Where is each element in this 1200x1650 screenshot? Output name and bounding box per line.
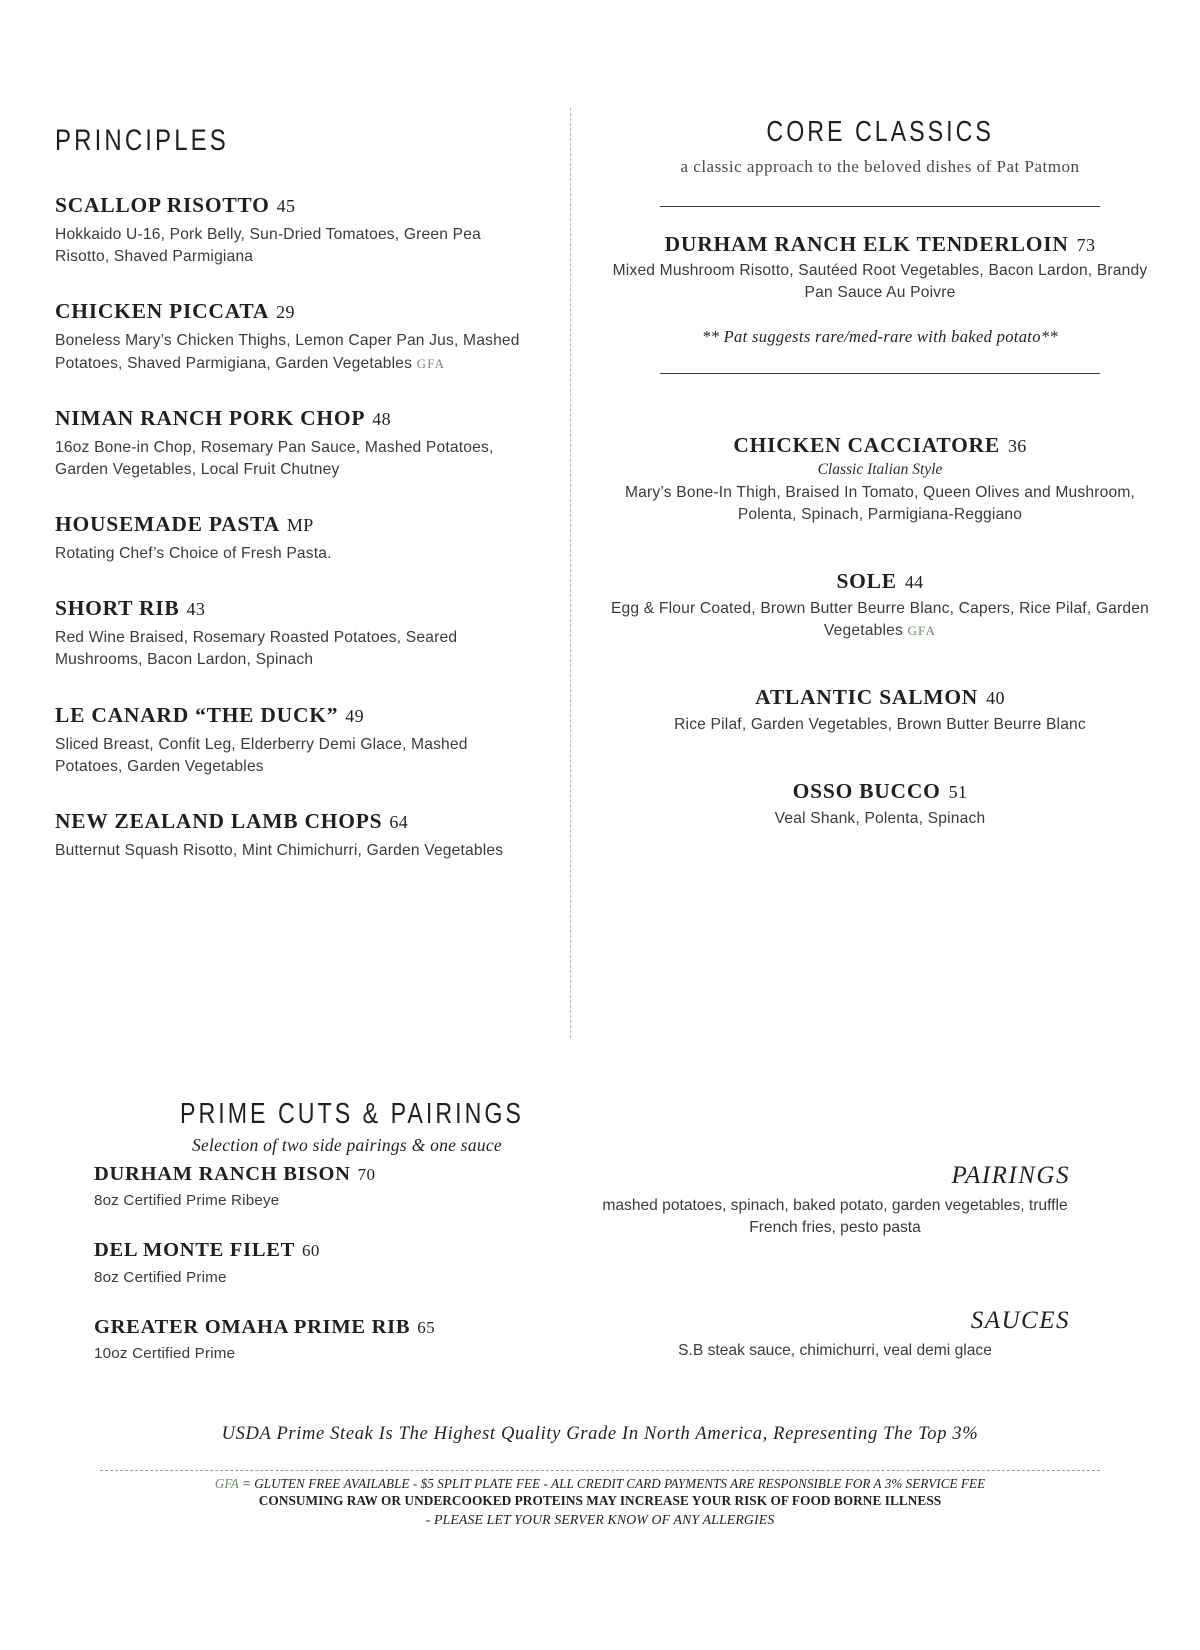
- item-name: NIMAN RANCH PORK CHOP: [55, 405, 366, 430]
- item-price: 65: [417, 1317, 435, 1337]
- column-divider: [570, 108, 571, 1038]
- item-description-text: Veal Shank, Polenta, Spinach: [774, 809, 986, 827]
- item-name-line: [94, 1316, 534, 1338]
- item-description-text: Sliced Breast, Confit Leg, Elderberry Demi Glace, Mashed Potatoes, Garden Vegetables: [55, 735, 468, 775]
- item-name: CHICKEN CACCIATORE: [733, 432, 1000, 457]
- item-price: 44: [904, 572, 924, 593]
- item-name-line: [600, 686, 1160, 710]
- item-name: HOUSEMADE PASTA: [55, 512, 280, 537]
- item-name: LE CANARD “THE DUCK”: [55, 702, 339, 727]
- principles-section: [55, 106, 535, 894]
- menu-item: [55, 704, 535, 778]
- disclaimer-line-1: [30, 1476, 1170, 1492]
- gfa-legend: GFA: [214, 1476, 239, 1491]
- item-description-text: Rice Pilaf, Garden Vegetables, Brown Butter Beurre Blanc: [674, 716, 1086, 734]
- item-price: 40: [986, 688, 1005, 709]
- item-description-text: Mixed Mushroom Risotto, Sautéed Root Vegetables, Bacon Lardon, Brandy Pan Sauce Au Poivre: [612, 262, 1148, 302]
- item-description: [55, 543, 535, 565]
- pairings-body: mashed potatoes, spinach, baked potato, garden vegetables, truffle French fries, pesto pasta: [602, 1197, 1068, 1237]
- spacer: [600, 652, 1160, 686]
- item-subtitle: Classic Italian Style: [817, 461, 943, 479]
- item-name-line: [55, 513, 535, 536]
- sauces-block: [600, 1307, 1070, 1362]
- menu-item: [55, 810, 535, 862]
- item-price: 48: [372, 408, 391, 429]
- item-description-text: Hokkaido U-16, Pork Belly, Sun-Dried Tomatoes, Green Pea Risotto, Shaved Parmigiana: [55, 225, 481, 266]
- gfa-badge: GFA: [416, 355, 446, 371]
- item-description: [600, 598, 1160, 642]
- item-name: CHICKEN PICCATA: [55, 299, 270, 324]
- disclaimer-line-3: - PLEASE LET YOUR SERVER KNOW OF ANY ALLERGIES: [425, 1512, 775, 1527]
- item-price: 70: [357, 1165, 376, 1184]
- item-description: 10oz Certified Prime: [94, 1344, 236, 1362]
- core-classics-subtitle: a classic approach to the beloved dishes of Pat Patmon: [680, 157, 1080, 176]
- item-description-text: 16oz Bone-in Chop, Rosemary Pan Sauce, Mashed Potatoes, Garden Vegetables, Local Fruit Chutney: [55, 438, 494, 478]
- chef-suggestion-note: ** Pat suggests rare/med-rare with baked potato**: [702, 326, 1058, 346]
- spacer: [600, 400, 1160, 434]
- item-price: 49: [345, 705, 364, 726]
- item-price: 64: [389, 812, 409, 833]
- prime-cuts-subtitle: Selection of two side pairings & one sauce: [192, 1135, 502, 1156]
- item-name: ATLANTIC SALMON: [755, 685, 979, 710]
- menu-item: [94, 1316, 534, 1364]
- item-name: SHORT RIB: [55, 596, 180, 621]
- item-description: [600, 482, 1160, 526]
- footer-divider: [100, 1470, 1100, 1471]
- item-name: DURHAM RANCH ELK TENDERLOIN: [664, 231, 1069, 256]
- item-name: GREATER OMAHA PRIME RIB: [94, 1315, 411, 1338]
- item-name-line: [55, 407, 535, 430]
- item-name-line: [94, 1239, 534, 1261]
- item-name: DEL MONTE FILET: [94, 1239, 295, 1262]
- menu-item: [55, 407, 535, 481]
- prime-cuts-header: [137, 1076, 557, 1156]
- item-description-text: Red Wine Braised, Rosemary Roasted Potatoes, Seared Mushrooms, Bacon Lardon, Spinach: [55, 629, 458, 669]
- core-classics-title: CORE CLASSICS: [766, 116, 994, 148]
- item-name-line: [55, 810, 535, 833]
- item-description-text: Butternut Squash Risotto, Mint Chimichurri, Garden Vegetables: [55, 841, 504, 859]
- item-name-line: [55, 704, 535, 727]
- item-name-line: [55, 194, 535, 217]
- menu-item: [94, 1163, 534, 1211]
- item-name: SCALLOP RISOTTO: [55, 193, 270, 218]
- section-rule-top: [660, 206, 1100, 207]
- spacer: [600, 536, 1160, 570]
- core-classics-section: [600, 118, 1160, 840]
- menu-item: [94, 1239, 534, 1287]
- footer-disclaimer: [0, 1476, 1200, 1528]
- menu-item: [600, 780, 1160, 830]
- item-price: 60: [302, 1241, 320, 1261]
- item-name-line: [600, 780, 1160, 804]
- item-name-line: [600, 434, 1160, 458]
- section-rule-bottom: [660, 373, 1100, 374]
- prime-cuts-title: PRIME CUTS & PAIRINGS: [179, 1098, 524, 1131]
- menu-item: [55, 194, 535, 268]
- item-name-line: [55, 597, 535, 620]
- item-price: 43: [186, 599, 206, 620]
- item-description: 8oz Certified Prime Ribeye: [94, 1192, 280, 1210]
- item-description: [55, 734, 535, 779]
- pairings-heading: PAIRINGS: [951, 1162, 1070, 1189]
- item-name-line: [94, 1163, 534, 1185]
- item-description-text: Mary’s Bone-In Thigh, Braised In Tomato, Queen Olives and Mushroom, Polenta, Spinach, Parmigiana-Reggiano: [624, 484, 1136, 524]
- menu-item: [55, 513, 535, 565]
- item-description: [55, 627, 535, 672]
- item-description: [55, 437, 535, 482]
- item-name-line: [600, 233, 1160, 257]
- item-name: OSSO BUCCO: [792, 779, 941, 804]
- item-description-text: Rotating Chef’s Choice of Fresh Pasta.: [55, 545, 332, 563]
- spacer: [600, 746, 1160, 780]
- item-description: [600, 808, 1160, 830]
- item-description: [55, 840, 535, 862]
- menu-item: [55, 597, 535, 671]
- item-price: 45: [276, 196, 296, 217]
- disclaimer-line-1-rest: = GLUTEN FREE AVAILABLE - $5 SPLIT PLATE FEE - ALL CREDIT CARD PAYMENTS ARE RESPONSIBLE FOR A 3% SERVICE FEE: [238, 1476, 986, 1491]
- sauces-body: S.B steak sauce, chimichurri, veal demi glace: [678, 1342, 992, 1360]
- menu-item: [600, 686, 1160, 736]
- item-description: [55, 224, 535, 269]
- principles-title: PRINCIPLES: [55, 124, 229, 158]
- item-name: SOLE: [836, 569, 897, 594]
- item-description: 8oz Certified Prime: [94, 1268, 227, 1286]
- prime-cuts-list: [94, 1163, 534, 1392]
- item-price: 29: [276, 302, 295, 323]
- disclaimer-line-2: CONSUMING RAW OR UNDERCOOKED PROTEINS MAY INCREASE YOUR RISK OF FOOD BORNE ILLNESS: [258, 1494, 942, 1509]
- item-name: NEW ZEALAND LAMB CHOPS: [55, 809, 383, 834]
- item-description-text: Egg & Flour Coated, Brown Butter Beurre Blanc, Capers, Rice Pilaf, Garden Vegetables: [610, 600, 1150, 640]
- item-price: 51: [948, 782, 968, 803]
- item-name-line: [600, 570, 1160, 594]
- menu-item: [600, 434, 1160, 527]
- sauces-heading: SAUCES: [970, 1307, 1070, 1335]
- item-description: [55, 330, 535, 375]
- item-description: [600, 260, 1160, 304]
- featured-menu-item: [600, 233, 1160, 347]
- item-name: DURHAM RANCH BISON: [94, 1163, 351, 1185]
- item-name-line: [55, 300, 535, 323]
- gfa-badge: GFA: [907, 623, 937, 639]
- item-price: MP: [286, 515, 314, 536]
- item-description: [600, 714, 1160, 736]
- usda-note: USDA Prime Steak Is The Highest Quality Grade In North America, Representing The Top 3%: [221, 1424, 979, 1444]
- menu-item: [600, 570, 1160, 642]
- item-price: 36: [1007, 435, 1027, 456]
- menu-item: [55, 300, 535, 374]
- item-description-text: Boneless Mary’s Chicken Thighs, Lemon Caper Pan Jus, Mashed Potatoes, Shaved Parmigiana, Garden Vegetables: [55, 332, 520, 372]
- pairings-and-sauces: [600, 1162, 1070, 1362]
- pairings-block: [600, 1162, 1070, 1239]
- item-price: 73: [1076, 234, 1096, 255]
